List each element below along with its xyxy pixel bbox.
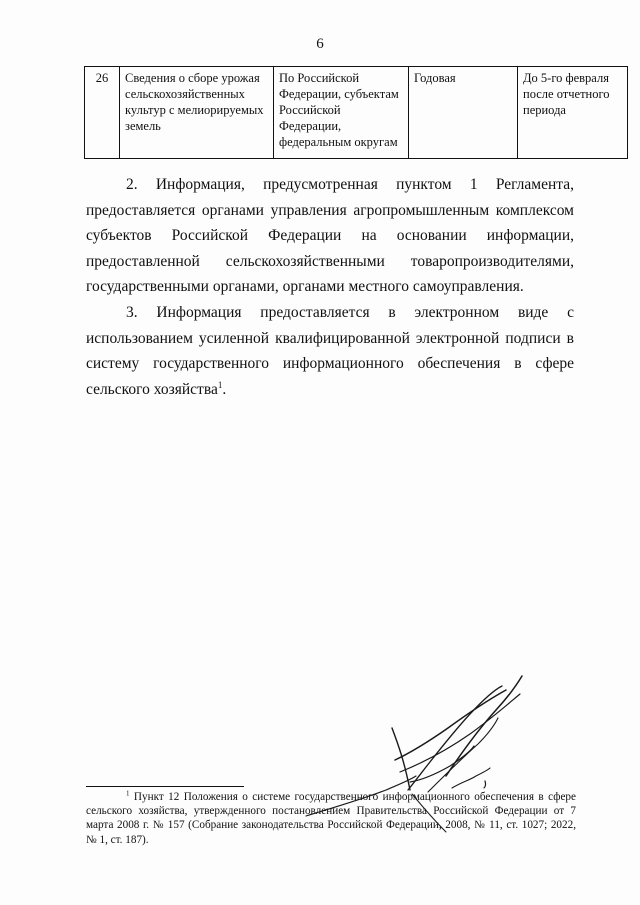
- signature-stroke: [428, 718, 498, 792]
- signature-stroke: [392, 728, 410, 790]
- signature-stroke: [452, 768, 490, 788]
- paragraph-3-end: .: [222, 380, 227, 398]
- aggregation-level-cell: По Российской Федерации, субъектам Российской Федерации, федеральным округам: [274, 67, 409, 159]
- paragraph-3: [86, 300, 574, 402]
- footnote-reference: 1: [217, 379, 223, 390]
- paragraph-3-text: [86, 300, 574, 402]
- signature-stroke: [395, 690, 506, 760]
- signature-stroke: [446, 676, 522, 776]
- signature-stroke: [400, 694, 520, 772]
- page-number: 6: [316, 36, 324, 52]
- footnote-divider: [86, 786, 244, 787]
- footnote: [86, 790, 576, 847]
- paragraph-2: [86, 172, 574, 300]
- row-number-cell: 26: [85, 67, 120, 159]
- table-row: [85, 67, 628, 159]
- info-name-cell: Сведения о сборе урожая сельскохозяйственных культур с мелиорируемых земель: [120, 67, 274, 159]
- paragraph-2-text: 2. Информация, предусмотренная пунктом 1 Регламента, предоставляется органами управления агропромышленным комплексом субъектов Российской Федерации на основании информации, предоставленной сельскохозяйственными товаропроизводителями, государственными органами, органами местного самоуправления.: [86, 176, 574, 296]
- deadline-cell: До 5-го февраля после отчетного периода: [518, 67, 628, 159]
- signature-stroke: [408, 686, 502, 790]
- footnote-marker: 1: [126, 789, 130, 798]
- paragraph-3-body: 3. Информация предоставляется в электронном виде с использованием усиленной квалифицированной электронной подписи в систему государственного информационного обеспечения в сфере сельского хозяйства: [86, 304, 574, 398]
- periodicity-cell: Годовая: [409, 67, 518, 159]
- signature-stroke: [410, 746, 474, 782]
- signature-stroke: [484, 781, 486, 788]
- footnote-text: Пункт 12 Положения о системе государственного информационного обеспечения в сфере сельского хозяйства, утвержденного постановлением Правительства Российской Федерации от 7 марта 2008 г. № 157 (Собрание законодательства Российской Федерации, 2008, № 11, ст. 1027; 2022, № 1, ст. 187).: [86, 791, 576, 846]
- regulation-table: [84, 66, 628, 159]
